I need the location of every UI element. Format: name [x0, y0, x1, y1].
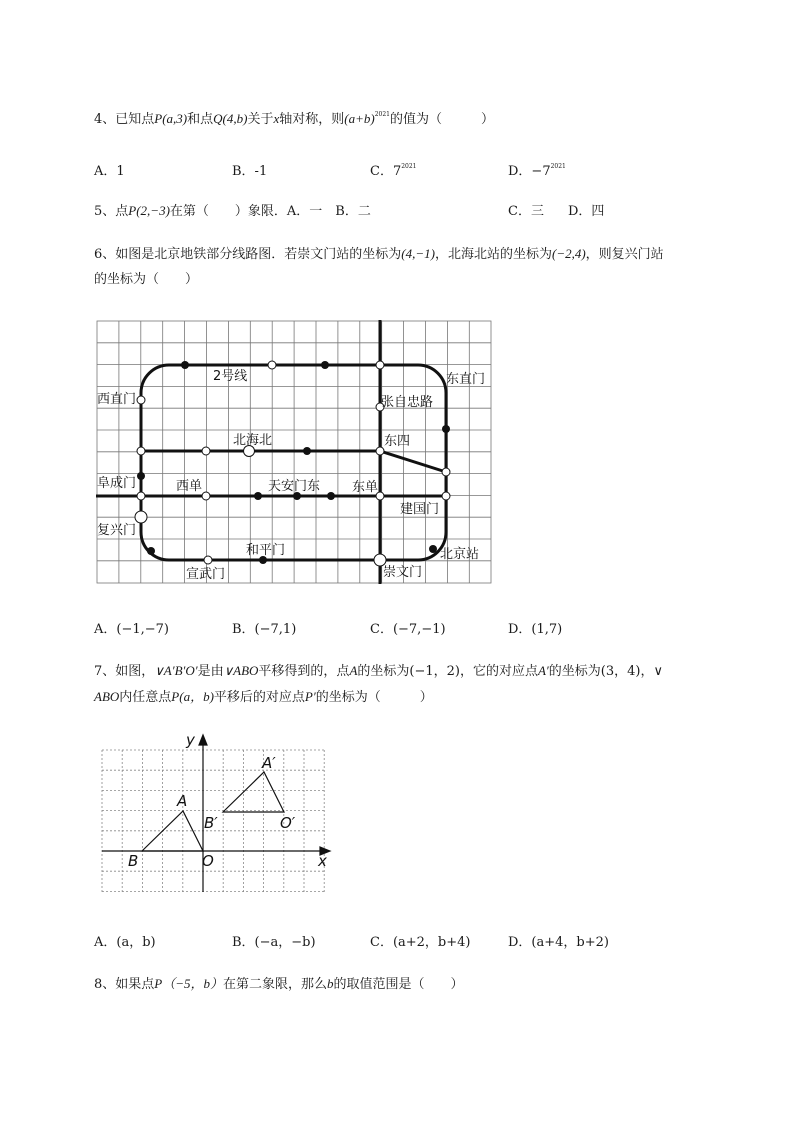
q7-point-p: P(a，b)	[171, 689, 214, 704]
q5-option-c: C．三	[508, 204, 544, 219]
q6-text: ，则复兴门站	[585, 247, 664, 262]
label-dongsi: 东四	[384, 434, 411, 449]
station-xizhimen	[137, 396, 145, 404]
station-xuanwumen	[204, 556, 212, 564]
q6-option-c: C．(−7,−1)	[370, 622, 446, 637]
coordinate-graph	[96, 732, 336, 896]
triangle-a-prime-b-prime-o-prime	[223, 772, 284, 812]
label-b-prime: B′	[204, 814, 218, 832]
label-o-prime: O′	[280, 814, 296, 832]
label-b: B	[128, 852, 139, 870]
label-fuxingmen: 复兴门	[97, 523, 137, 538]
q7-text: 是由	[197, 664, 224, 679]
question-5	[94, 200, 371, 219]
q7-text: 7、如图，	[94, 664, 155, 679]
q5-point-p: P(2,−3)	[128, 203, 170, 218]
q5-text: 5、点	[94, 204, 129, 219]
label-xuanwumen: 宣武门	[186, 567, 226, 582]
q7-text: 平移得到的，点	[258, 664, 350, 679]
label-hepingmen: 和平门	[246, 543, 286, 558]
label-fuchengmen: 阜成门	[97, 476, 137, 491]
q4-option-d-text: D．−7	[508, 164, 551, 179]
question-6-line1	[94, 243, 664, 262]
label-a: A	[177, 792, 188, 810]
q4-option-c-text: C．7	[370, 164, 402, 179]
question-7-line1	[94, 660, 663, 679]
q6-text: 6、如图是北京地铁部分线路图．若崇文门站的坐标为	[94, 247, 402, 262]
label-x: x	[318, 852, 327, 870]
station-labels	[97, 368, 485, 582]
label-beijingzhan: 北京站	[440, 547, 480, 562]
transfer-stations	[135, 361, 450, 566]
station-fuchengmen	[137, 492, 145, 500]
q7-option-c: C．(a+2，b+4)	[370, 935, 471, 950]
q7-option-d: D．(a+4，b+2)	[508, 935, 609, 950]
q6-coord-chongwenmen: (4,−1)	[401, 246, 435, 261]
label-xidan: 西单	[176, 479, 203, 494]
station-dot	[321, 361, 329, 369]
q4-text: 轴对称，则	[279, 112, 345, 127]
label-y: y	[186, 732, 195, 749]
station-dot	[327, 492, 335, 500]
label-xizhimen: 西直门	[97, 392, 137, 407]
q6-option-b: B．(−7,1)	[232, 622, 297, 637]
q7-option-a: A．(a，b)	[94, 935, 156, 950]
q4-text: 和点	[187, 112, 214, 127]
q7-text: 内任意点	[119, 690, 172, 705]
question-8	[94, 973, 464, 992]
station-fuxingmen	[135, 511, 147, 523]
question-4	[94, 108, 494, 127]
label-tiananmendong: 天安门东	[268, 479, 321, 494]
q7-option-b: B．(−a，−b)	[232, 935, 316, 950]
station-open	[376, 361, 384, 369]
q7-point-a-prime: A′	[537, 663, 549, 678]
q4-option-d-exp: 2021	[550, 163, 566, 170]
station-dot	[429, 545, 437, 553]
station-dot	[181, 361, 189, 369]
subway-map	[96, 320, 492, 584]
q4-exponent: 2021	[374, 111, 390, 118]
station-open	[137, 447, 145, 455]
q4-option-c-exp: 2021	[401, 163, 417, 170]
q4-option-c	[370, 160, 417, 179]
q7-triangle-prime: ∨A′B′O′	[154, 663, 198, 678]
station-dot	[254, 492, 262, 500]
q4-point-p: P(a,3)	[154, 111, 188, 126]
triangles	[142, 772, 284, 851]
q7-point-a: A	[349, 663, 358, 678]
q8-text: 在第二象限，那么	[223, 977, 328, 992]
label-o: O	[202, 852, 214, 870]
station-open	[202, 447, 210, 455]
q4-expression: (a+b)	[344, 111, 375, 126]
line-6-branch	[380, 451, 446, 472]
q7-point-p-prime: P′	[304, 689, 316, 704]
station-open	[268, 361, 276, 369]
q8-point-p: P（−5，b）	[154, 976, 223, 991]
q7-text: 的坐标为(3，4)，∨	[548, 664, 663, 679]
q7-text: 的坐标为(−1，2)，它的对应点	[357, 664, 538, 679]
label-a-prime: A′	[262, 754, 276, 772]
station-xidan	[202, 492, 210, 500]
label-dongdan: 东单	[352, 480, 379, 495]
q6-text: ，北海北站的坐标为	[434, 247, 552, 262]
label-chongwenmen: 崇文门	[383, 565, 423, 580]
station-dot	[147, 547, 155, 555]
label-jianguomen: 建国门	[400, 502, 440, 517]
q4-option-b: B．-1	[232, 164, 268, 179]
q7-triangle-name: ABO	[94, 689, 120, 704]
station-dongsi	[376, 447, 384, 455]
q4-option-a: A．1	[94, 164, 125, 179]
question-6-line2: 的坐标为（ ）	[94, 272, 199, 287]
label-line2: 2号线	[213, 369, 248, 384]
q8-variable-b: b	[327, 976, 334, 991]
label-zhangzizhonglu: 张自忠路	[381, 395, 434, 410]
station-dot	[442, 425, 450, 433]
graph-labels	[128, 732, 327, 870]
station-dot	[137, 472, 145, 480]
q7-text: 的坐标为（ ）	[315, 690, 433, 705]
q7-text: 平移后的对应点	[213, 690, 305, 705]
q8-text: 的取值范围是（ ）	[333, 977, 464, 992]
question-7-line2	[94, 686, 433, 705]
regular-stations	[137, 361, 450, 564]
q8-text: 8、如果点	[94, 977, 155, 992]
q4-point-q: Q(4,b)	[213, 111, 248, 126]
label-beihaibei: 北海北	[233, 433, 273, 448]
q6-option-a: A．(−1,−7)	[94, 622, 169, 637]
q7-triangle: ∨ABO	[223, 663, 259, 678]
station-jianguomen	[442, 492, 450, 500]
q4-text: 的值为（ ）	[389, 112, 494, 127]
q6-option-d: D．(1,7)	[508, 622, 563, 637]
q4-option-d	[508, 160, 566, 179]
q6-coord-beihaibei: (−2,4)	[551, 246, 586, 261]
q5-option-d: D．四	[568, 204, 605, 219]
label-dongzhimen: 东直门	[446, 372, 486, 387]
q4-axis: x	[273, 111, 280, 126]
station-open	[442, 468, 450, 476]
station-dot	[303, 447, 311, 455]
q5-text: 在第（ ）象限．A．一 B．二	[169, 204, 371, 219]
q4-text: 4、已知点	[94, 112, 155, 127]
y-axis-arrow	[199, 735, 207, 745]
q4-text: 关于	[247, 112, 274, 127]
